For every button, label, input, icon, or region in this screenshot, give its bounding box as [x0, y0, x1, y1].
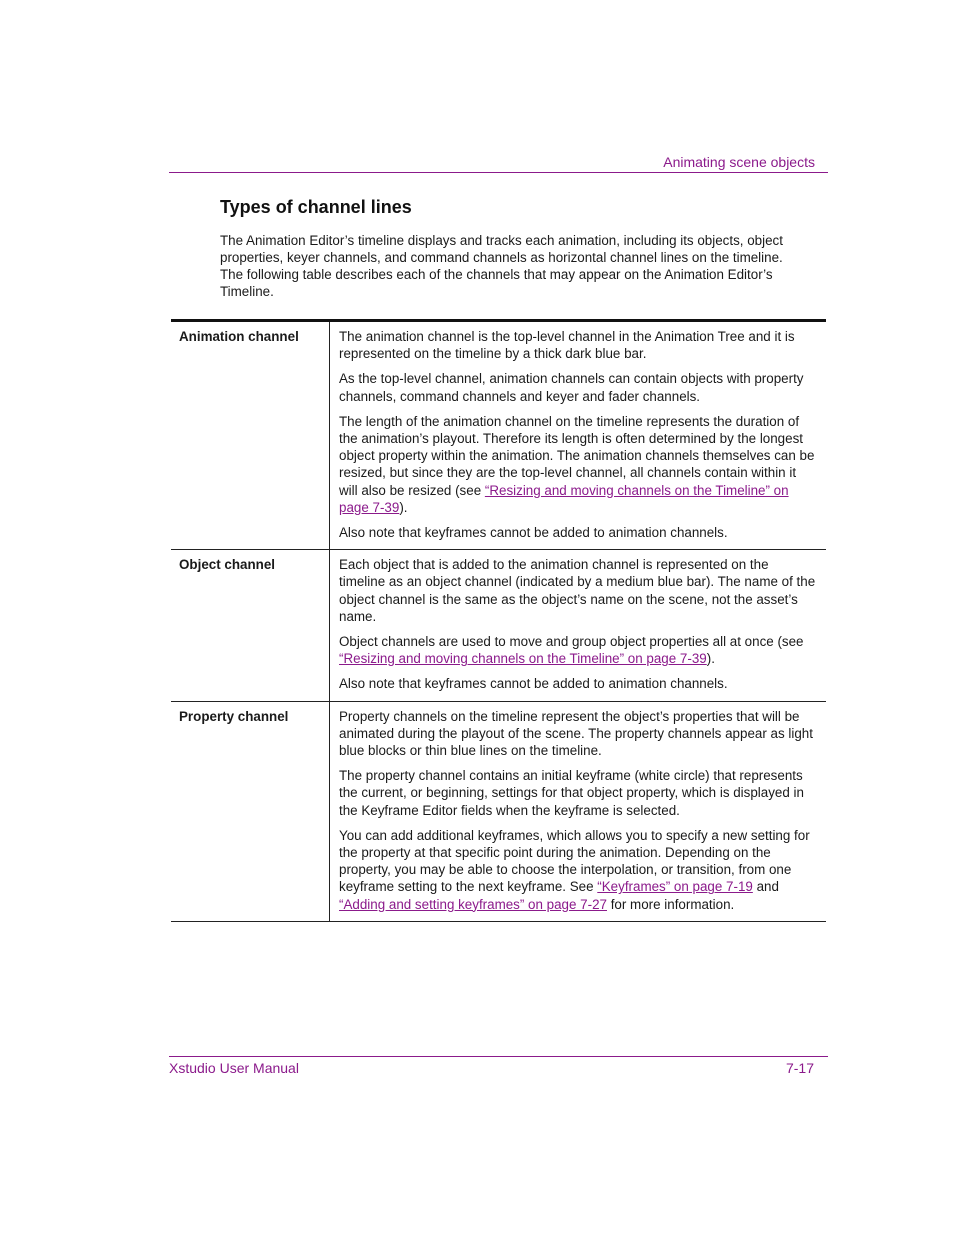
description-paragraph: Each object that is added to the animation channel is represented on the timeline as an object channel (indicated by a medium blue bar). The name of the object channel is the same as the object’s name on the scene, not the asset’s name. [339, 557, 816, 624]
cross-reference-link[interactable]: “Keyframes” on page 7-19 [597, 879, 753, 895]
description-paragraph [339, 413, 816, 516]
description-paragraph: Property channels on the timeline represent the object’s properties that will be animated during the playout of the scene. The property channels appear as light blue blocks or thin blue lines on the timeline. [339, 708, 813, 759]
table-row [171, 321, 826, 550]
description-cell [330, 550, 827, 701]
description-text: for more information. [606, 896, 735, 912]
description-text: Object channels are used to move and group object properties all at once (see [339, 634, 804, 650]
description-text: You can add additional keyframes, which allows you to specify a new setting for the property at that specific point during the animation. Depending on the property, you may be able to choose the interpolation, or transition, from one keyframe setting to the next keyframe. See [339, 827, 810, 895]
cross-reference-link[interactable]: “Resizing and moving channels on the Timeline” on page 7-39 [339, 651, 707, 667]
description-paragraph: The property channel contains an initial keyframe (white circle) that represents the current, or beginning, settings for that object property, which is displayed in the Keyframe Editor fields when the keyframe is selected. [339, 768, 804, 818]
description-text: and [752, 879, 779, 895]
cross-reference-link[interactable]: “Adding and setting keyframes” on page 7-27 [339, 896, 607, 912]
footer-rule [169, 1056, 828, 1057]
description-paragraph: As the top-level channel, animation channels can contain objects with property channels, command channels and keyer and fader channels. [339, 371, 804, 404]
description-paragraph [339, 633, 816, 667]
term-cell: Object channel [171, 550, 330, 701]
running-head: Animating scene objects [663, 154, 815, 170]
description-text: ). [706, 651, 715, 667]
description-paragraph: Also note that keyframes cannot be added to animation channels. [339, 525, 728, 541]
description-paragraph: Also note that keyframes cannot be added to animation channels. [339, 676, 728, 692]
description-cell [330, 321, 827, 550]
term-cell: Animation channel [171, 321, 330, 550]
cross-reference-link[interactable]: “Resizing and moving channels on the Timeline” on page 7-39 [339, 482, 789, 515]
description-text: ). [399, 499, 408, 515]
table-row [171, 701, 826, 921]
section-title: Types of channel lines [220, 197, 412, 217]
description-text: The length of the animation channel on the timeline represents the duration of the animation’s playout. Therefore its length is often determined by the longest object property within the animation. The animation channels themselves can be resized, but since they are the top-level channel, all channels contain within it will also be resized (see [339, 413, 815, 498]
description-paragraph: The animation channel is the top-level channel in the Animation Tree and it is represented on the timeline by a thick dark blue bar. [339, 329, 795, 362]
table-row [171, 550, 826, 701]
header-rule [169, 172, 828, 173]
footer-page-number: 7-17 [785, 1060, 814, 1076]
term-cell: Property channel [171, 701, 330, 921]
description-cell [330, 701, 827, 921]
footer-manual-title: Xstudio User Manual [169, 1060, 299, 1076]
intro-paragraph: The Animation Editor’s timeline displays and tracks each animation, including its objects, object properties, keyer channels, and command channels as horizontal channel lines on the timeline. The following table describes each of the channels that may appear on the Animation Editor’s Timeline. [220, 233, 783, 299]
description-paragraph [339, 827, 816, 913]
channel-types-table [171, 319, 826, 922]
